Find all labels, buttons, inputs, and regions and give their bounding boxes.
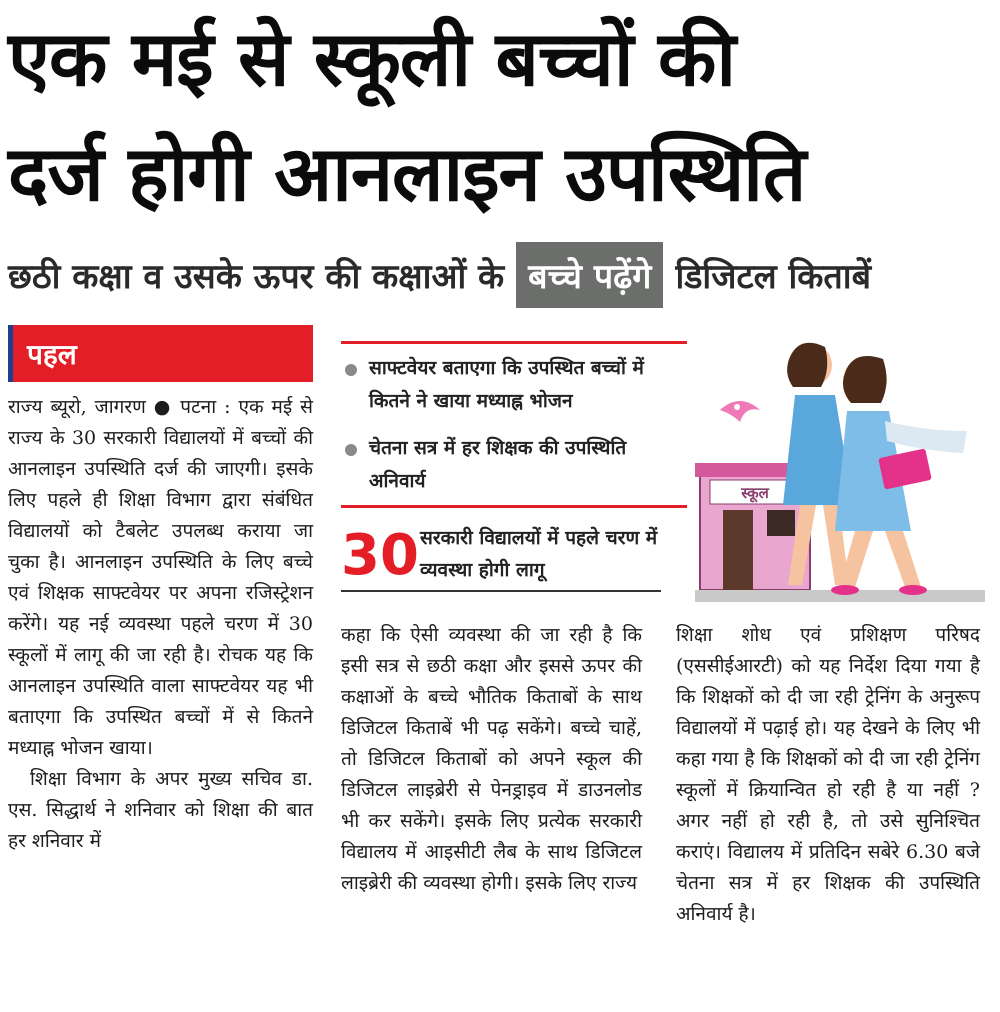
divider-dark — [341, 590, 661, 592]
highlight-item — [341, 432, 687, 498]
article-column-3 — [676, 620, 980, 930]
section-kicker — [8, 325, 313, 382]
divider-red — [341, 341, 687, 344]
article-column-2 — [341, 620, 642, 899]
highlight-item — [341, 352, 687, 418]
article-paragraph: राज्य ब्यूरो, जागरण ● पटना : एक मई से राज्य के 30 सरकारी विद्यालयों में बच्चों की आनलाइन उपस्थिति दर्ज की जाएगी। इसके लिए पहले ही शिक्षा विभाग द्वारा संबंधित विद्यालयों को टैबलेट उपलब्ध कराया जा चुका है। आनलाइन उपस्थिति के लिए बच्चे एवं शिक्षक साफ्टवेयर पर अपना रजिस्ट्रेशन करेंगे। यह नई व्यवस्था पहले चरण में 30 स्कूलों में लागू की जा रही है। रोचक यह कि आनलाइन उपस्थिति वाला साफ्टवेयर यह भी बताएगा कि उपस्थित बच्चों में से कितने मध्याह्न भोजन खाया। — [8, 396, 313, 759]
subheadline-highlight: बच्चे पढ़ेंगे — [516, 242, 663, 308]
school-sign: स्कूल — [741, 484, 769, 502]
bullet-icon — [345, 364, 357, 376]
article-paragraph: शिक्षा शोध एवं प्रशिक्षण परिषद (एससीईआरटी) को यह निर्देश दिया गया है कि शिक्षकों को दी जा रही ट्रेनिंग के अनुरूप विद्यालयों में पढ़ाई हो। यह देखने के लिए भी कहा गया है कि शिक्षकों को दी जा रही ट्रेनिंग स्कूलों में क्रियान्वित हो रही है या नहीं ? अगर नहीं हो रही है, तो उसे सुनिश्चित कराएं। विद्यालय में प्रतिदिन सबेरे 6.30 बजे चेतना सत्र में हर शिक्षक की उपस्थिति अनिवार्य है। — [676, 624, 980, 925]
schoolgirls-walking-to-school-illustration — [695, 335, 985, 605]
school-window-icon — [767, 510, 795, 536]
subheadline-after: डिजिटल किताबें — [675, 257, 872, 297]
bullet-icon — [345, 444, 357, 456]
school-door-icon — [723, 510, 753, 590]
bird-icon — [720, 401, 760, 422]
stat-text: सरकारी विद्यालयों में पहले चरण में व्यवस्था होगी लागू — [420, 527, 658, 581]
highlight-text: साफ्टवेयर बताएगा कि उपस्थित बच्चों में कितने ने खाया मध्याह्न भोजन — [369, 357, 644, 412]
article-paragraph: शिक्षा विभाग के अपर मुख्य सचिव डा. एस. सिद्धार्थ ने शनिवार को शिक्षा की बात हर शनिवार में — [8, 768, 313, 852]
highlight-text: चेतना सत्र में हर शिक्षक की उपस्थिति अनिवार्य — [369, 437, 627, 492]
headline — [8, 4, 993, 229]
stat-number: 30 — [341, 523, 419, 588]
subheadline-before: छठी कक्षा व उसके ऊपर की कक्षाओं के — [8, 257, 505, 297]
headline-line-1: एक मई से स्कूली बच्चों की — [8, 14, 736, 103]
subheadline — [8, 243, 993, 307]
divider-red — [341, 505, 687, 508]
section-kicker-label: पहल — [27, 337, 77, 371]
article-paragraph: कहा कि ऐसी व्यवस्था की जा रही है कि इसी सत्र से छठी कक्षा और इससे ऊपर की कक्षाओं के बच्चे भौतिक किताबों के साथ डिजिटल किताबें भी पढ़ सकेंगे। बच्चे चाहें, तो डिजिटल किताबों को अपने स्कूल की डिजिटल लाइब्रेरी से पेनड्राइव में डाउनलोड भी कर सकेंगे। इसके लिए प्रत्येक सरकारी विद्यालय में आइसीटी लैब के साथ डिजिटल लाइब्रेरी की व्यवस्था होगी। इसके लिए राज्य — [341, 624, 642, 894]
article-column-1 — [8, 392, 313, 857]
headline-line-2: दर्ज होगी आनलाइन उपस्थिति — [8, 129, 806, 218]
